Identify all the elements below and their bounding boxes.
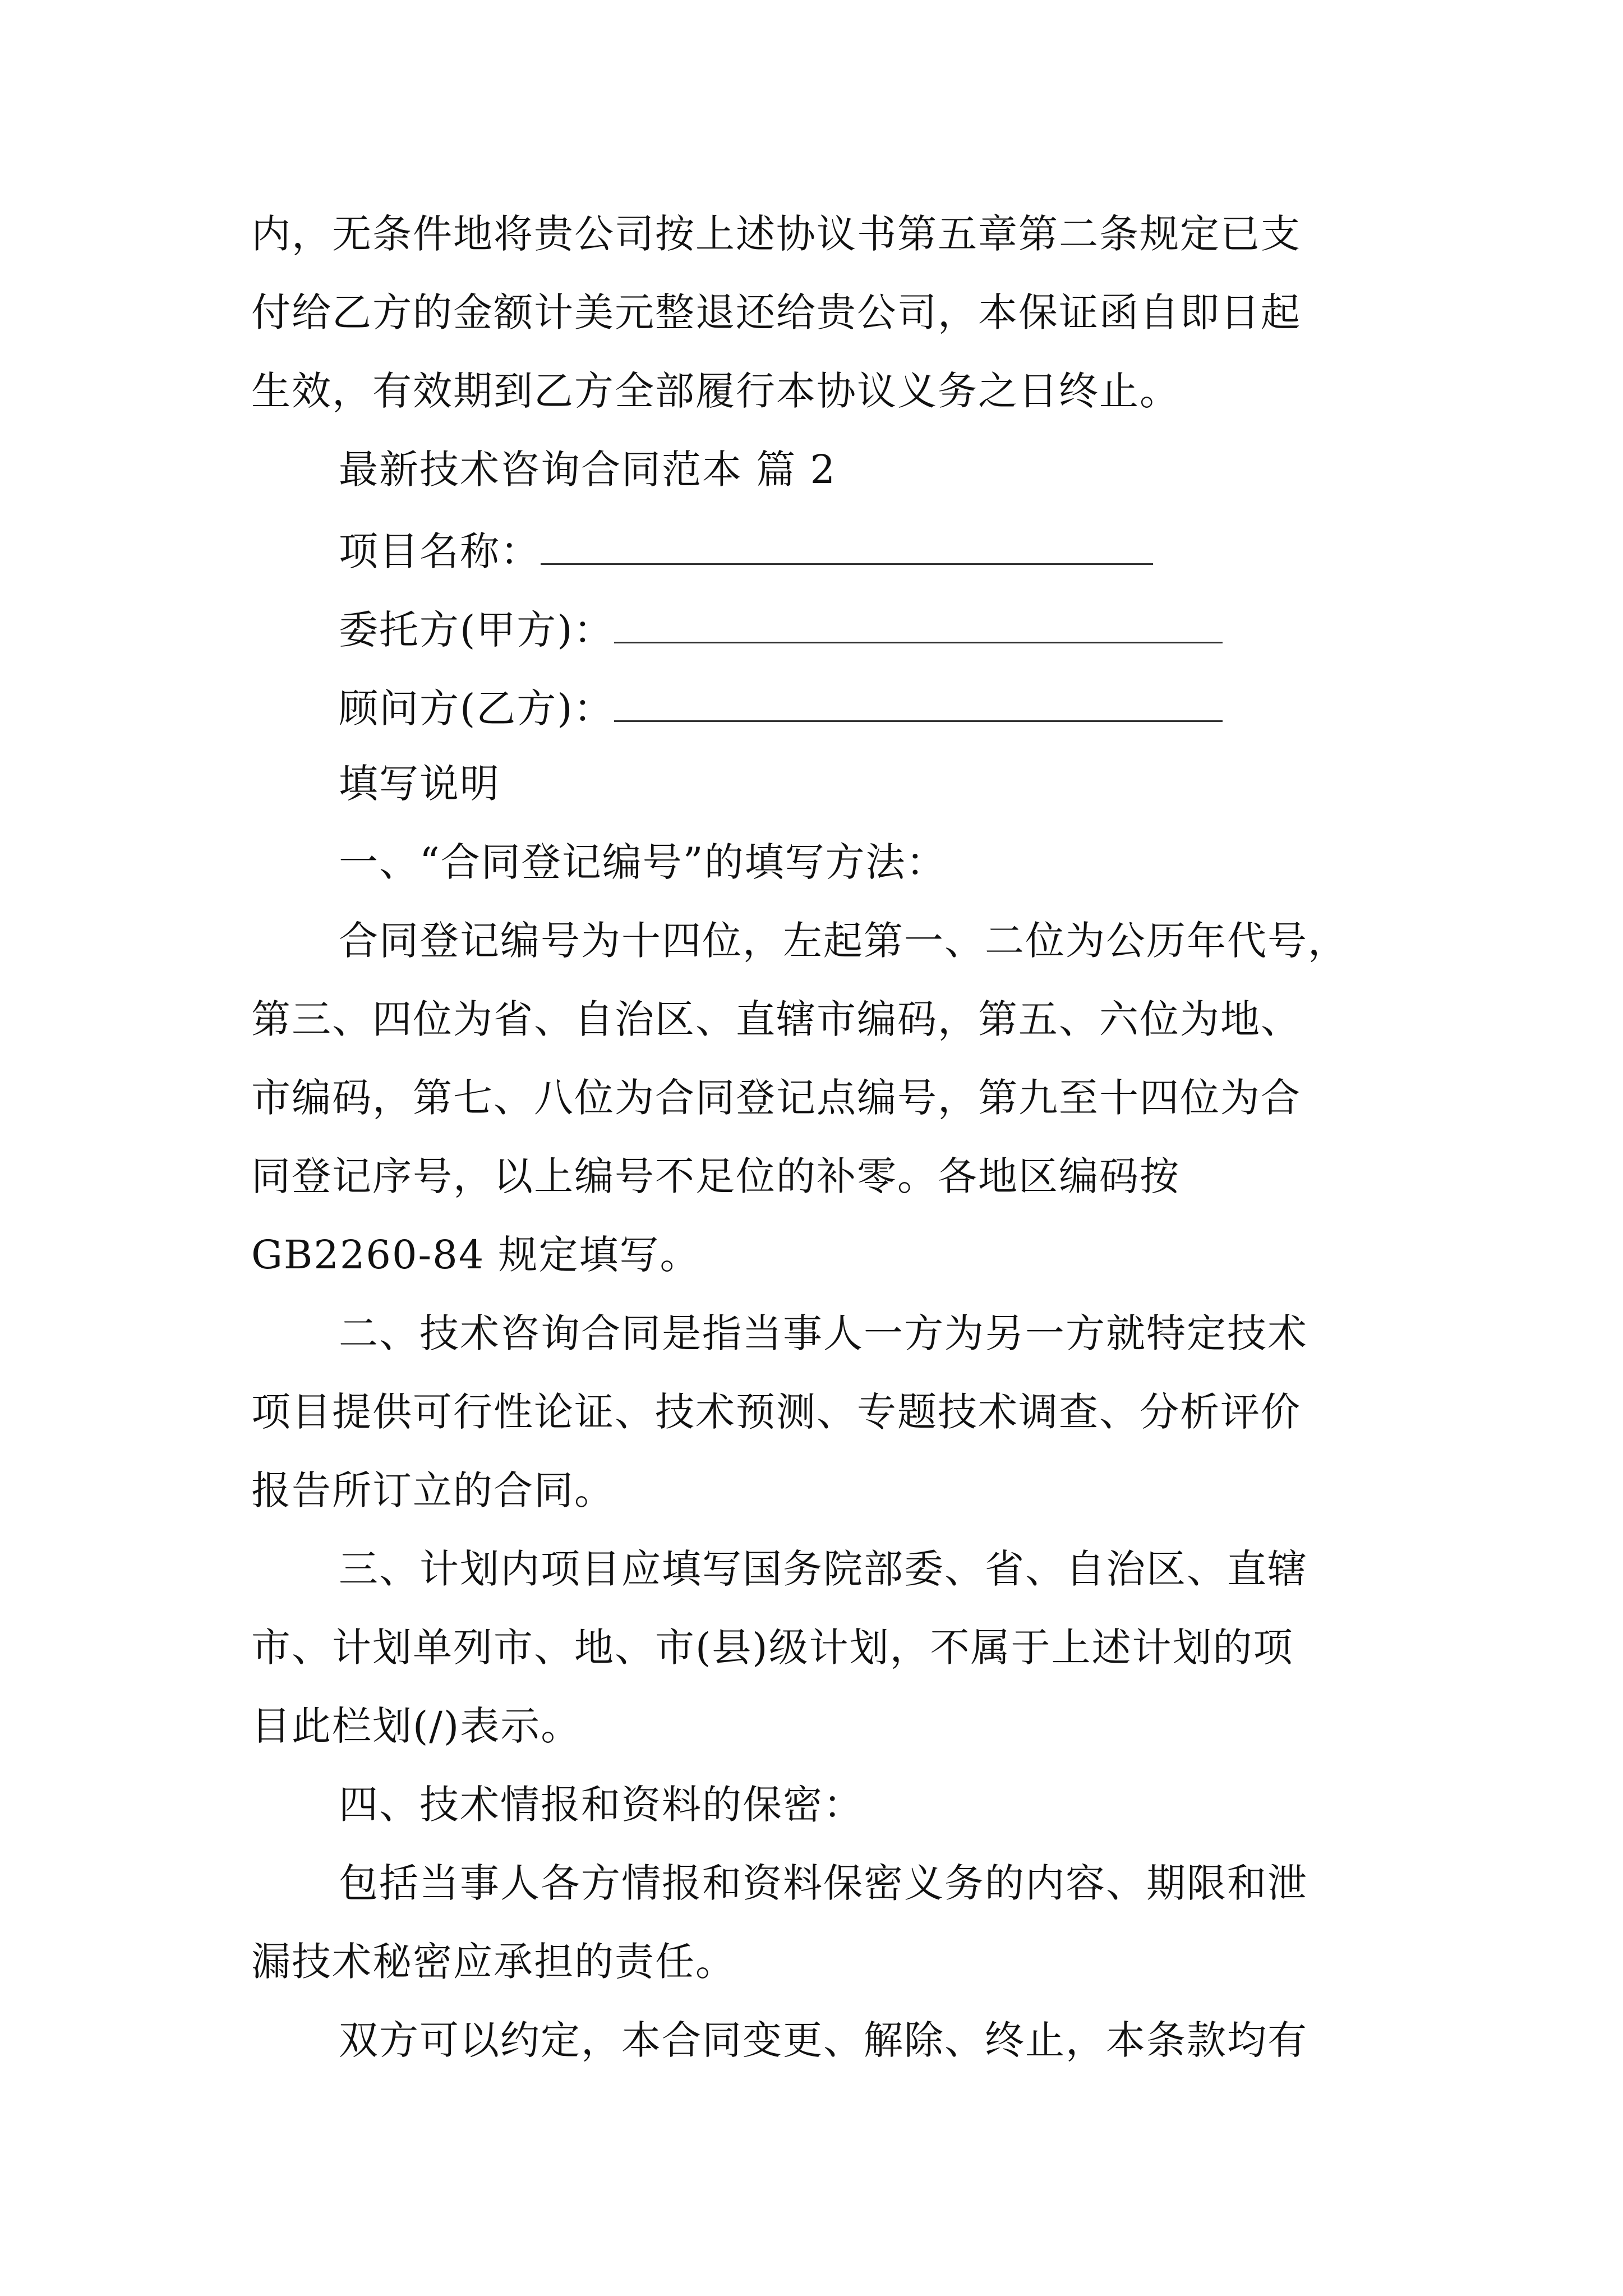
instructions-heading: 填写说明: [339, 761, 500, 807]
paragraph-line: 报告所订立的合同。: [251, 1467, 615, 1513]
consultant-label: 顾问方(乙方)：: [339, 685, 614, 731]
paragraph-line: 四、技术情报和资料的保密：: [339, 1782, 864, 1828]
paragraph-line: 包括当事人各方情报和资料保密义务的内容、期限和泄: [339, 1860, 1308, 1906]
paragraph-line: 漏技术秘密应承担的责任。: [251, 1939, 736, 1985]
paragraph-line: 二、技术咨询合同是指当事人一方为另一方就特定技术: [339, 1310, 1308, 1356]
paragraph-line: 同登记序号，以上编号不足位的补零。各地区编码按: [251, 1153, 1180, 1199]
paragraph-line: 三、计划内项目应填写国务院部委、省、自治区、直辖: [339, 1546, 1308, 1592]
paragraph-line: 市编码，第七、八位为合同登记点编号，第九至十四位为合: [251, 1075, 1301, 1121]
consultant-blank: [614, 680, 1223, 722]
paragraph-line: GB2260-84 规定填写。: [251, 1232, 700, 1278]
paragraph-line: 内，无条件地将贵公司按上述协议书第五章第二条规定已支: [251, 211, 1301, 257]
paragraph-line: 付给乙方的金额计美元整退还给贵公司，本保证函自即日起: [251, 289, 1301, 335]
paragraph-line: 目此栏划(/)表示。: [251, 1703, 582, 1749]
paragraph-line: 项目提供可行性论证、技术预测、专题技术调查、分析评价: [251, 1389, 1301, 1435]
paragraph-line: 生效，有效期到乙方全部履行本协议义务之日终止。: [251, 368, 1180, 414]
project-name-blank: [541, 523, 1153, 565]
client-label: 委托方(甲方)：: [339, 607, 614, 653]
paragraph-line: 双方可以约定，本合同变更、解除、终止，本条款均有: [339, 2017, 1308, 2063]
project-name-label: 项目名称：: [339, 528, 541, 574]
paragraph-line: 合同登记编号为十四位，左起第一、二位为公历年代号，: [339, 918, 1348, 964]
client-field-row: [339, 601, 1223, 655]
paragraph-line: 市、计划单列市、地、市(县)级计划，不属于上述计划的项: [251, 1625, 1294, 1671]
project-name-field-row: [339, 523, 1153, 577]
consultant-field-row: [339, 680, 1223, 734]
paragraph-line: 一、“合同登记编号”的填写方法：: [339, 839, 947, 885]
section-heading: 最新技术咨询合同范本 篇 2: [339, 447, 837, 493]
client-blank: [614, 601, 1223, 643]
paragraph-line: 第三、四位为省、自治区、直辖市编码，第五、六位为地、: [251, 996, 1301, 1042]
